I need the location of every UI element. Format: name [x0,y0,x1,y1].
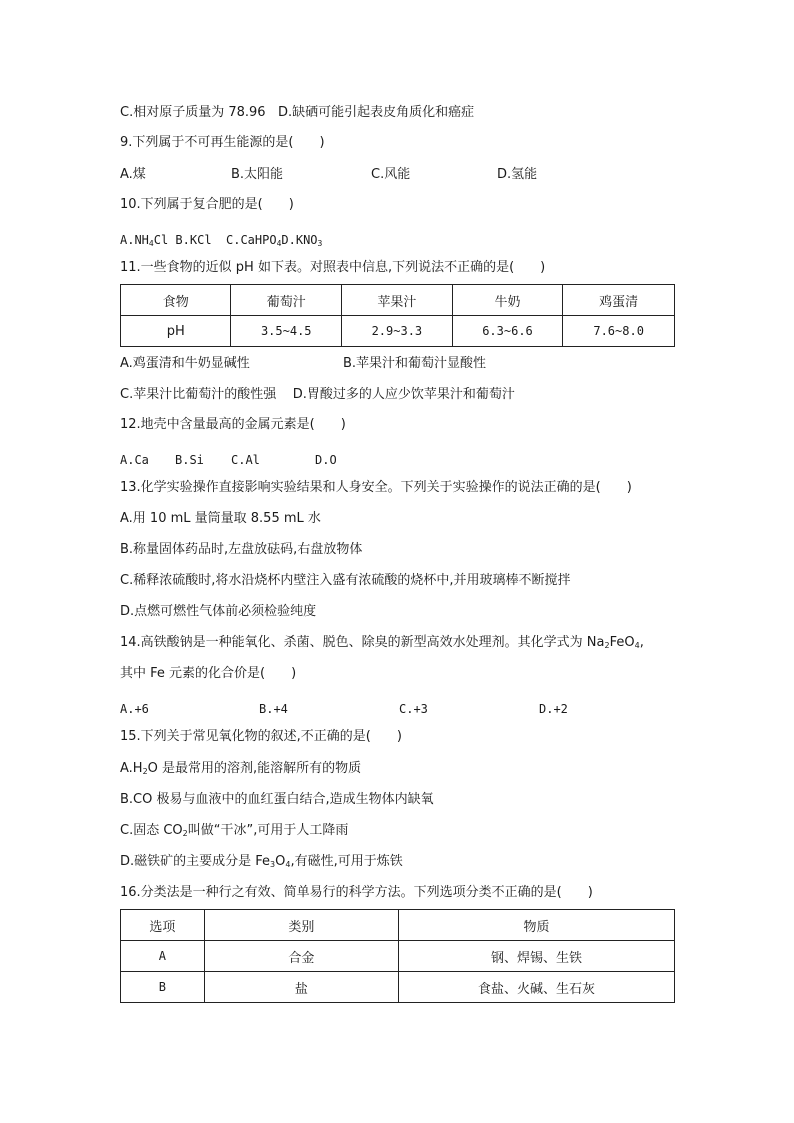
q11-option-d: D.胃酸过多的人应少饮苹果汁和葡萄汁 [292,387,515,402]
q11-cell: 7.6~8.0 [563,316,675,347]
q15-option-a: $A.H_2O$ 是最常用的溶剂,能溶解所有的物质 [120,761,362,776]
q15-stem: 15.下列关于常见氧化物的叙述,不正确的是( ) [120,729,402,744]
q10-stem: 10.下列属于复合肥的是( ) [120,197,294,212]
q11-header-cell: 食物 [121,285,231,316]
q12-option-b: B.Si [175,453,204,467]
q12-option-d: D.O [315,453,337,467]
q11-option-a: A.鸡蛋清和牛奶显碱性 [120,356,250,371]
q16-table-header-row [121,910,675,941]
q9-option-c: C.风能 [371,167,411,182]
q16-cell: B [121,972,205,1003]
q16-cell: 食盐、火碱、生石灰 [398,972,674,1003]
q16-cell: 盐 [204,972,398,1003]
q14-stem-line1: 14.高铁酸钠是一种能氧化、杀菌、脱色、除臭的新型高效水处理剂。其化学式为 $Na_2FeO_4$, [120,635,644,650]
q10-option-d: $D.KNO_3$ [281,233,323,248]
q10-options [120,231,322,249]
q16-cell: A [121,941,205,972]
q8-option-c: C.相对原子质量为 78.96 [120,105,266,120]
q16-table-row [121,941,675,972]
q11-stem: 11.一些食物的近似 pH 如下表。对照表中信息,下列说法不正确的是( ) [120,260,546,275]
q11-options-cd [120,386,515,404]
q14-option-d: D.+2 [539,702,568,716]
q16-classification-table [120,909,675,1003]
q14-option-a: A.+6 [120,702,149,716]
q11-table-header-row [121,285,675,316]
q12-option-a: A.Ca [120,453,149,467]
q11-option-c: C.苹果汁比葡萄汁的酸性强 [120,387,277,402]
q14-option-c: C.+3 [399,702,428,716]
q15-option-c: C.固态 $CO_2$叫做“干冰”,可用于人工降雨 [120,823,349,838]
q16-cell: 钢、焊锡、生铁 [398,941,674,972]
q8-options-cd [120,104,474,122]
q15-option-b: B.CO 极易与血液中的血红蛋白结合,造成生物体内缺氧 [120,792,434,807]
q16-header-cell: 类别 [204,910,398,941]
q14-stem-line2: 其中 Fe 元素的化合价是( ) [120,666,297,681]
q11-header-cell: 牛奶 [452,285,563,316]
q11-cell: pH [121,316,231,347]
q9-stem: 9.下列属于不可再生能源的是( ) [120,135,325,150]
q16-table-row [121,972,675,1003]
q13-option-c: C.稀释浓硫酸时,将水沿烧杯内壁注入盛有浓硫酸的烧杯中,并用玻璃棒不断搅拌 [120,573,571,588]
q11-header-cell: 苹果汁 [342,285,453,316]
q16-header-cell: 选项 [121,910,205,941]
q11-header-cell: 葡萄汁 [231,285,342,316]
q14-option-b: B.+4 [259,702,288,716]
q16-stem: 16.分类法是一种行之有效、简单易行的科学方法。下列选项分类不正确的是( ) [120,885,593,900]
q12-option-c: C.Al [231,453,260,467]
q9-option-a: A.煤 [120,167,146,182]
q9-option-b: B.太阳能 [231,167,284,182]
q11-header-cell: 鸡蛋清 [563,285,675,316]
q13-option-d: D.点燃可燃性气体前必须检验纯度 [120,604,317,619]
q10-option-c: C.CaHPO$_4$ [226,233,282,248]
q11-table-row [121,316,675,347]
q13-option-b: B.称量固体药品时,左盘放砝码,右盘放物体 [120,542,363,557]
q12-stem: 12.地壳中含量最高的金属元素是( ) [120,417,346,432]
q16-header-cell: 物质 [398,910,674,941]
q10-option-b: B.KCl [175,233,212,247]
q11-cell: 6.3~6.6 [452,316,563,347]
q16-cell: 合金 [204,941,398,972]
q13-stem: 13.化学实验操作直接影响实验结果和人身安全。下列关于实验操作的说法正确的是( ) [120,480,632,495]
q11-ph-table [120,284,675,347]
q11-cell: 2.9~3.3 [342,316,453,347]
q8-option-d: D.缺硒可能引起表皮角质化和癌症 [277,105,475,120]
q10-option-a: $A.NH_4Cl$ [120,233,169,248]
q9-option-d: D.氢能 [497,167,538,182]
q11-option-b: B.苹果汁和葡萄汁显酸性 [343,356,487,371]
q13-option-a: A.用 10 mL 量筒量取 8.55 mL 水 [120,511,321,526]
q15-option-d: D.磁铁矿的主要成分是 $Fe_3O_4$,有磁性,可用于炼铁 [120,854,403,869]
q11-cell: 3.5~4.5 [231,316,342,347]
